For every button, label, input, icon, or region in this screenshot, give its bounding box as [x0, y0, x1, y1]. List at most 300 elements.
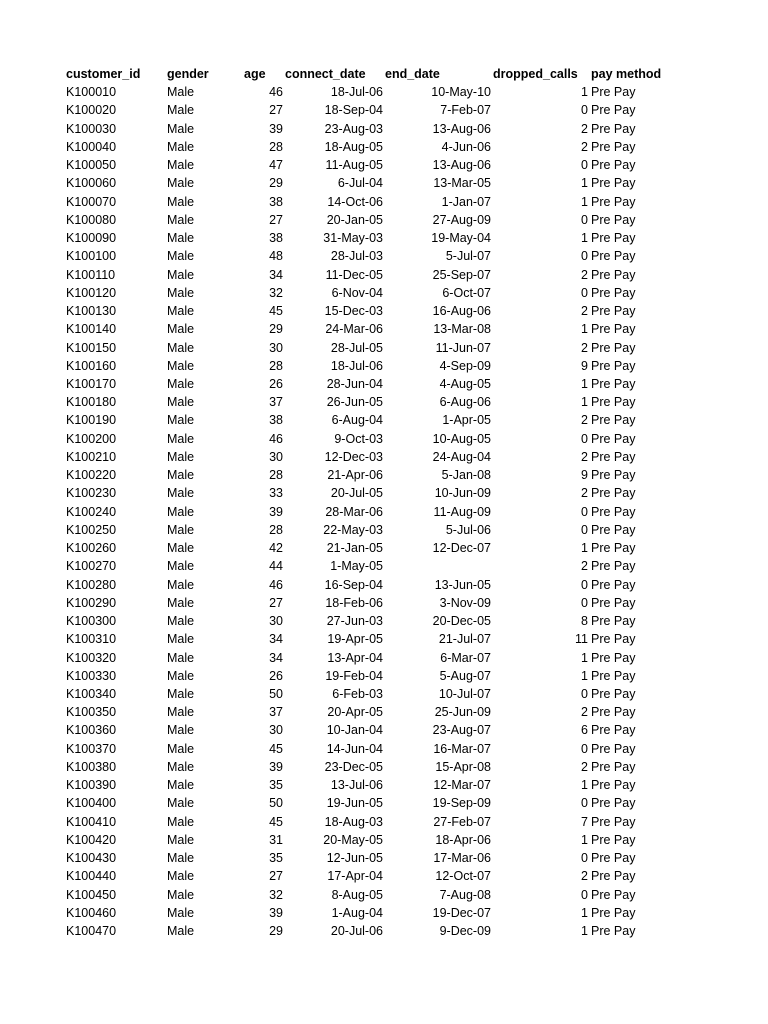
cell-end-date[interactable]: 3-Nov-09 [439, 595, 491, 610]
cell-end-date[interactable]: 15-Apr-08 [435, 759, 491, 774]
cell-pay-method[interactable]: Pre Pay [591, 468, 636, 483]
cell-gender[interactable]: Male [167, 541, 195, 556]
cell-pay-method[interactable]: Pre Pay [591, 632, 636, 647]
column-header-pay-method[interactable]: pay method [591, 67, 662, 81]
cell-connect-date[interactable]: 22-May-03 [323, 522, 383, 537]
cell-pay-method[interactable]: Pre Pay [591, 869, 636, 884]
cell-end-date[interactable]: 27-Feb-07 [433, 814, 491, 829]
cell-pay-method[interactable]: Pre Pay [591, 924, 636, 939]
cell-connect-date[interactable]: 1-Aug-04 [331, 905, 383, 920]
cell-customer-id[interactable]: K100170 [66, 376, 117, 391]
cell-gender[interactable]: Male [167, 832, 195, 847]
cell-dropped-calls[interactable]: 2 [581, 304, 588, 319]
cell-connect-date[interactable]: 18-Aug-05 [324, 139, 383, 154]
cell-pay-method[interactable]: Pre Pay [591, 595, 636, 610]
cell-gender[interactable]: Male [167, 723, 195, 738]
cell-connect-date[interactable]: 18-Jul-06 [330, 85, 383, 100]
cell-end-date[interactable]: 9-Dec-09 [439, 924, 491, 939]
cell-end-date[interactable]: 20-Dec-05 [432, 614, 491, 629]
cell-age[interactable]: 35 [269, 778, 283, 793]
cell-pay-method[interactable]: Pre Pay [591, 668, 636, 683]
cell-dropped-calls[interactable]: 1 [581, 778, 588, 793]
column-header-gender[interactable]: gender [167, 67, 209, 81]
cell-end-date[interactable]: 13-Mar-05 [433, 176, 491, 191]
cell-dropped-calls[interactable]: 6 [581, 723, 588, 738]
cell-customer-id[interactable]: K100360 [66, 723, 117, 738]
cell-connect-date[interactable]: 20-Jan-05 [326, 212, 383, 227]
cell-age[interactable]: 30 [269, 340, 283, 355]
cell-dropped-calls[interactable]: 11 [575, 632, 588, 647]
cell-connect-date[interactable]: 10-Jan-04 [326, 723, 383, 738]
cell-gender[interactable]: Male [167, 304, 195, 319]
cell-connect-date[interactable]: 6-Feb-03 [332, 686, 383, 701]
cell-age[interactable]: 38 [269, 413, 283, 428]
cell-end-date[interactable]: 13-Mar-08 [433, 322, 491, 337]
cell-dropped-calls[interactable]: 2 [581, 413, 588, 428]
cell-end-date[interactable]: 1-Jan-07 [441, 194, 491, 209]
cell-dropped-calls[interactable]: 0 [581, 431, 588, 446]
cell-customer-id[interactable]: K100440 [66, 869, 117, 884]
cell-age[interactable]: 26 [269, 376, 283, 391]
cell-customer-id[interactable]: K100070 [66, 194, 117, 209]
cell-connect-date[interactable]: 18-Aug-03 [324, 814, 383, 829]
cell-gender[interactable]: Male [167, 705, 195, 720]
cell-connect-date[interactable]: 18-Sep-04 [324, 103, 383, 118]
cell-customer-id[interactable]: K100330 [66, 668, 117, 683]
cell-pay-method[interactable]: Pre Pay [591, 267, 636, 282]
cell-end-date[interactable]: 4-Aug-05 [439, 376, 491, 391]
cell-connect-date[interactable]: 28-Jul-05 [330, 340, 383, 355]
cell-connect-date[interactable]: 20-Jul-05 [330, 486, 383, 501]
cell-age[interactable]: 46 [269, 431, 283, 446]
cell-gender[interactable]: Male [167, 340, 195, 355]
cell-connect-date[interactable]: 16-Sep-04 [324, 577, 383, 592]
cell-dropped-calls[interactable]: 0 [581, 522, 588, 537]
cell-pay-method[interactable]: Pre Pay [591, 158, 636, 173]
cell-customer-id[interactable]: K100210 [66, 449, 117, 464]
cell-dropped-calls[interactable]: 2 [581, 267, 588, 282]
cell-pay-method[interactable]: Pre Pay [591, 759, 636, 774]
cell-dropped-calls[interactable]: 0 [581, 595, 588, 610]
cell-pay-method[interactable]: Pre Pay [591, 176, 636, 191]
cell-age[interactable]: 29 [269, 176, 283, 191]
cell-age[interactable]: 42 [269, 541, 283, 556]
cell-gender[interactable]: Male [167, 139, 195, 154]
cell-pay-method[interactable]: Pre Pay [591, 249, 636, 264]
cell-end-date[interactable]: 7-Aug-08 [439, 887, 491, 902]
cell-dropped-calls[interactable]: 1 [581, 395, 588, 410]
cell-customer-id[interactable]: K100350 [66, 705, 117, 720]
cell-customer-id[interactable]: K100380 [66, 759, 117, 774]
cell-pay-method[interactable]: Pre Pay [591, 121, 636, 136]
cell-gender[interactable]: Male [167, 194, 195, 209]
cell-gender[interactable]: Male [167, 741, 195, 756]
cell-dropped-calls[interactable]: 0 [581, 686, 588, 701]
cell-end-date[interactable]: 16-Aug-06 [432, 304, 491, 319]
cell-end-date[interactable]: 6-Oct-07 [442, 285, 491, 300]
cell-pay-method[interactable]: Pre Pay [591, 212, 636, 227]
cell-pay-method[interactable]: Pre Pay [591, 395, 636, 410]
cell-gender[interactable]: Male [167, 212, 195, 227]
cell-age[interactable]: 39 [269, 504, 283, 519]
cell-end-date[interactable]: 13-Aug-06 [432, 158, 491, 173]
cell-pay-method[interactable]: Pre Pay [591, 559, 636, 574]
cell-gender[interactable]: Male [167, 686, 195, 701]
cell-age[interactable]: 46 [269, 85, 283, 100]
cell-customer-id[interactable]: K100100 [66, 249, 117, 264]
cell-customer-id[interactable]: K100340 [66, 686, 117, 701]
cell-end-date[interactable]: 6-Mar-07 [440, 650, 491, 665]
cell-age[interactable]: 29 [269, 322, 283, 337]
cell-age[interactable]: 28 [269, 468, 283, 483]
cell-age[interactable]: 45 [269, 741, 283, 756]
cell-end-date[interactable]: 10-Jun-09 [434, 486, 491, 501]
cell-end-date[interactable]: 24-Aug-04 [432, 449, 491, 464]
cell-customer-id[interactable]: K100310 [66, 632, 117, 647]
cell-end-date[interactable]: 13-Jun-05 [434, 577, 491, 592]
column-header-connect-date[interactable]: connect_date [285, 67, 366, 81]
cell-customer-id[interactable]: K100390 [66, 778, 117, 793]
cell-dropped-calls[interactable]: 1 [581, 176, 588, 191]
cell-connect-date[interactable]: 1-May-05 [330, 559, 383, 574]
cell-pay-method[interactable]: Pre Pay [591, 231, 636, 246]
cell-age[interactable]: 30 [269, 449, 283, 464]
cell-dropped-calls[interactable]: 1 [581, 541, 588, 556]
cell-connect-date[interactable]: 14-Jun-04 [326, 741, 383, 756]
cell-customer-id[interactable]: K100030 [66, 121, 117, 136]
cell-connect-date[interactable]: 6-Jul-04 [337, 176, 383, 191]
cell-age[interactable]: 32 [269, 887, 283, 902]
cell-gender[interactable]: Male [167, 176, 195, 191]
cell-age[interactable]: 27 [269, 103, 283, 118]
cell-connect-date[interactable]: 14-Oct-06 [327, 194, 383, 209]
cell-dropped-calls[interactable]: 1 [581, 231, 588, 246]
cell-customer-id[interactable]: K100410 [66, 814, 117, 829]
cell-connect-date[interactable]: 11-Aug-05 [325, 158, 383, 173]
cell-connect-date[interactable]: 26-Jun-05 [326, 395, 383, 410]
cell-pay-method[interactable]: Pre Pay [591, 851, 636, 866]
cell-connect-date[interactable]: 12-Dec-03 [324, 449, 383, 464]
cell-connect-date[interactable]: 12-Jun-05 [326, 851, 383, 866]
cell-age[interactable]: 39 [269, 905, 283, 920]
cell-pay-method[interactable]: Pre Pay [591, 194, 636, 209]
cell-end-date[interactable]: 27-Aug-09 [432, 212, 491, 227]
cell-gender[interactable]: Male [167, 376, 195, 391]
cell-pay-method[interactable]: Pre Pay [591, 85, 636, 100]
cell-customer-id[interactable]: K100060 [66, 176, 117, 191]
cell-dropped-calls[interactable]: 1 [581, 85, 588, 100]
cell-dropped-calls[interactable]: 2 [581, 121, 588, 136]
cell-end-date[interactable]: 25-Jun-09 [434, 705, 491, 720]
cell-dropped-calls[interactable]: 1 [581, 924, 588, 939]
cell-end-date[interactable]: 12-Dec-07 [432, 541, 491, 556]
cell-connect-date[interactable]: 18-Jul-06 [330, 358, 383, 373]
cell-pay-method[interactable]: Pre Pay [591, 905, 636, 920]
cell-pay-method[interactable]: Pre Pay [591, 778, 636, 793]
cell-connect-date[interactable]: 8-Aug-05 [331, 887, 383, 902]
cell-end-date[interactable]: 5-Aug-07 [439, 668, 491, 683]
cell-dropped-calls[interactable]: 2 [581, 759, 588, 774]
cell-gender[interactable]: Male [167, 632, 195, 647]
cell-connect-date[interactable]: 11-Dec-05 [325, 267, 383, 282]
cell-dropped-calls[interactable]: 0 [581, 577, 588, 592]
cell-end-date[interactable]: 4-Jun-06 [441, 139, 491, 154]
cell-customer-id[interactable]: K100160 [66, 358, 117, 373]
cell-end-date[interactable]: 5-Jan-08 [441, 468, 491, 483]
cell-gender[interactable]: Male [167, 249, 195, 264]
cell-age[interactable]: 38 [269, 231, 283, 246]
cell-customer-id[interactable]: K100190 [66, 413, 117, 428]
cell-end-date[interactable]: 6-Aug-06 [439, 395, 491, 410]
cell-pay-method[interactable]: Pre Pay [591, 139, 636, 154]
cell-age[interactable]: 34 [269, 267, 283, 282]
cell-connect-date[interactable]: 20-Apr-05 [327, 705, 383, 720]
cell-customer-id[interactable]: K100150 [66, 340, 117, 355]
cell-pay-method[interactable]: Pre Pay [591, 322, 636, 337]
cell-pay-method[interactable]: Pre Pay [591, 577, 636, 592]
cell-age[interactable]: 35 [269, 851, 283, 866]
cell-dropped-calls[interactable]: 0 [581, 285, 588, 300]
cell-gender[interactable]: Male [167, 814, 195, 829]
cell-gender[interactable]: Male [167, 468, 195, 483]
cell-age[interactable]: 28 [269, 139, 283, 154]
cell-end-date[interactable]: 5-Jul-06 [445, 522, 491, 537]
cell-customer-id[interactable]: K100120 [66, 285, 117, 300]
cell-pay-method[interactable]: Pre Pay [591, 358, 636, 373]
cell-end-date[interactable]: 10-Aug-05 [432, 431, 491, 446]
cell-gender[interactable]: Male [167, 559, 195, 574]
cell-customer-id[interactable]: K100240 [66, 504, 117, 519]
cell-end-date[interactable]: 25-Sep-07 [432, 267, 491, 282]
cell-dropped-calls[interactable]: 2 [581, 449, 588, 464]
cell-dropped-calls[interactable]: 7 [581, 814, 588, 829]
cell-age[interactable]: 31 [269, 832, 283, 847]
cell-customer-id[interactable]: K100420 [66, 832, 117, 847]
cell-age[interactable]: 37 [269, 705, 283, 720]
cell-pay-method[interactable]: Pre Pay [591, 285, 636, 300]
cell-gender[interactable]: Male [167, 322, 195, 337]
cell-connect-date[interactable]: 23-Dec-05 [324, 759, 383, 774]
cell-customer-id[interactable]: K100400 [66, 796, 117, 811]
cell-gender[interactable]: Male [167, 595, 195, 610]
cell-pay-method[interactable]: Pre Pay [591, 449, 636, 464]
cell-gender[interactable]: Male [167, 103, 195, 118]
cell-dropped-calls[interactable]: 9 [581, 468, 588, 483]
cell-age[interactable]: 30 [269, 614, 283, 629]
cell-gender[interactable]: Male [167, 924, 195, 939]
cell-gender[interactable]: Male [167, 267, 195, 282]
cell-gender[interactable]: Male [167, 668, 195, 683]
cell-customer-id[interactable]: K100470 [66, 924, 117, 939]
cell-connect-date[interactable]: 6-Aug-04 [331, 413, 383, 428]
cell-dropped-calls[interactable]: 0 [581, 249, 588, 264]
cell-age[interactable]: 30 [269, 723, 283, 738]
cell-customer-id[interactable]: K100230 [66, 486, 117, 501]
cell-customer-id[interactable]: K100370 [66, 741, 117, 756]
cell-gender[interactable]: Male [167, 449, 195, 464]
cell-connect-date[interactable]: 9-Oct-03 [334, 431, 383, 446]
cell-connect-date[interactable]: 23-Aug-03 [324, 121, 383, 136]
cell-end-date[interactable]: 11-Jun-07 [435, 340, 491, 355]
cell-end-date[interactable]: 17-Mar-06 [433, 851, 491, 866]
cell-gender[interactable]: Male [167, 85, 195, 100]
cell-dropped-calls[interactable]: 2 [581, 705, 588, 720]
cell-pay-method[interactable]: Pre Pay [591, 723, 636, 738]
cell-connect-date[interactable]: 21-Jan-05 [326, 541, 383, 556]
cell-dropped-calls[interactable]: 1 [581, 650, 588, 665]
cell-pay-method[interactable]: Pre Pay [591, 340, 636, 355]
cell-age[interactable]: 46 [269, 577, 283, 592]
cell-customer-id[interactable]: K100260 [66, 541, 117, 556]
cell-connect-date[interactable]: 20-May-05 [323, 832, 383, 847]
cell-dropped-calls[interactable]: 2 [581, 486, 588, 501]
cell-dropped-calls[interactable]: 0 [581, 103, 588, 118]
cell-end-date[interactable]: 19-Dec-07 [432, 905, 491, 920]
cell-age[interactable]: 38 [269, 194, 283, 209]
cell-customer-id[interactable]: K100140 [66, 322, 117, 337]
cell-end-date[interactable]: 1-Apr-05 [442, 413, 491, 428]
cell-customer-id[interactable]: K100300 [66, 614, 117, 629]
cell-connect-date[interactable]: 15-Dec-03 [324, 304, 383, 319]
cell-gender[interactable]: Male [167, 358, 195, 373]
cell-age[interactable]: 47 [269, 158, 283, 173]
cell-customer-id[interactable]: K100110 [66, 267, 116, 282]
cell-customer-id[interactable]: K100280 [66, 577, 117, 592]
cell-dropped-calls[interactable]: 0 [581, 741, 588, 756]
cell-end-date[interactable]: 4-Sep-09 [439, 358, 491, 373]
cell-dropped-calls[interactable]: 1 [581, 194, 588, 209]
cell-dropped-calls[interactable]: 0 [581, 887, 588, 902]
cell-gender[interactable]: Male [167, 121, 195, 136]
cell-pay-method[interactable]: Pre Pay [591, 103, 636, 118]
cell-dropped-calls[interactable]: 2 [581, 559, 588, 574]
cell-pay-method[interactable]: Pre Pay [591, 832, 636, 847]
cell-connect-date[interactable]: 28-Jun-04 [326, 376, 383, 391]
cell-customer-id[interactable]: K100220 [66, 468, 117, 483]
cell-pay-method[interactable]: Pre Pay [591, 376, 636, 391]
cell-pay-method[interactable]: Pre Pay [591, 413, 636, 428]
cell-gender[interactable]: Male [167, 285, 195, 300]
cell-customer-id[interactable]: K100450 [66, 887, 117, 902]
cell-age[interactable]: 27 [269, 212, 283, 227]
column-header-dropped-calls[interactable]: dropped_calls [493, 67, 578, 81]
cell-age[interactable]: 50 [269, 796, 283, 811]
cell-dropped-calls[interactable]: 1 [581, 832, 588, 847]
cell-age[interactable]: 50 [269, 686, 283, 701]
cell-age[interactable]: 39 [269, 759, 283, 774]
cell-age[interactable]: 39 [269, 121, 283, 136]
cell-dropped-calls[interactable]: 0 [581, 504, 588, 519]
cell-customer-id[interactable]: K100430 [66, 851, 117, 866]
cell-end-date[interactable]: 11-Aug-09 [433, 504, 491, 519]
cell-pay-method[interactable]: Pre Pay [591, 741, 636, 756]
cell-age[interactable]: 27 [269, 869, 283, 884]
cell-dropped-calls[interactable]: 1 [581, 376, 588, 391]
cell-customer-id[interactable]: K100460 [66, 905, 117, 920]
cell-pay-method[interactable]: Pre Pay [591, 614, 636, 629]
cell-connect-date[interactable]: 19-Apr-05 [327, 632, 383, 647]
column-header-end-date[interactable]: end_date [385, 67, 440, 81]
cell-dropped-calls[interactable]: 0 [581, 851, 588, 866]
cell-gender[interactable]: Male [167, 231, 195, 246]
cell-age[interactable]: 48 [269, 249, 283, 264]
cell-gender[interactable]: Male [167, 905, 195, 920]
cell-dropped-calls[interactable]: 1 [581, 905, 588, 920]
cell-end-date[interactable]: 7-Feb-07 [440, 103, 491, 118]
cell-end-date[interactable]: 5-Jul-07 [445, 249, 491, 264]
cell-gender[interactable]: Male [167, 869, 195, 884]
cell-age[interactable]: 33 [269, 486, 283, 501]
cell-pay-method[interactable]: Pre Pay [591, 686, 636, 701]
cell-connect-date[interactable]: 19-Jun-05 [326, 796, 383, 811]
cell-pay-method[interactable]: Pre Pay [591, 650, 636, 665]
cell-dropped-calls[interactable]: 2 [581, 869, 588, 884]
cell-customer-id[interactable]: K100040 [66, 139, 117, 154]
cell-customer-id[interactable]: K100270 [66, 559, 117, 574]
cell-connect-date[interactable]: 17-Apr-04 [327, 869, 383, 884]
cell-end-date[interactable]: 19-Sep-09 [432, 796, 491, 811]
cell-customer-id[interactable]: K100020 [66, 103, 117, 118]
cell-connect-date[interactable]: 20-Jul-06 [330, 924, 383, 939]
cell-dropped-calls[interactable]: 0 [581, 796, 588, 811]
cell-age[interactable]: 28 [269, 358, 283, 373]
cell-pay-method[interactable]: Pre Pay [591, 486, 636, 501]
cell-gender[interactable]: Male [167, 577, 195, 592]
column-header-age[interactable]: age [244, 67, 266, 81]
cell-pay-method[interactable]: Pre Pay [591, 431, 636, 446]
cell-customer-id[interactable]: K100250 [66, 522, 117, 537]
cell-gender[interactable]: Male [167, 650, 195, 665]
cell-gender[interactable]: Male [167, 413, 195, 428]
cell-gender[interactable]: Male [167, 796, 195, 811]
cell-gender[interactable]: Male [167, 395, 195, 410]
cell-customer-id[interactable]: K100090 [66, 231, 117, 246]
cell-connect-date[interactable]: 27-Jun-03 [326, 614, 383, 629]
cell-pay-method[interactable]: Pre Pay [591, 522, 636, 537]
cell-gender[interactable]: Male [167, 431, 195, 446]
cell-dropped-calls[interactable]: 1 [581, 668, 588, 683]
cell-dropped-calls[interactable]: 0 [581, 212, 588, 227]
cell-end-date[interactable]: 12-Mar-07 [433, 778, 491, 793]
cell-gender[interactable]: Male [167, 486, 195, 501]
cell-connect-date[interactable]: 6-Nov-04 [331, 285, 383, 300]
cell-connect-date[interactable]: 31-May-03 [323, 231, 383, 246]
cell-connect-date[interactable]: 13-Apr-04 [327, 650, 383, 665]
cell-age[interactable]: 45 [269, 304, 283, 319]
cell-customer-id[interactable]: K100010 [66, 85, 117, 100]
cell-connect-date[interactable]: 13-Jul-06 [330, 778, 383, 793]
cell-customer-id[interactable]: K100050 [66, 158, 117, 173]
cell-dropped-calls[interactable]: 2 [581, 340, 588, 355]
cell-age[interactable]: 37 [269, 395, 283, 410]
cell-connect-date[interactable]: 28-Jul-03 [330, 249, 383, 264]
cell-end-date[interactable]: 16-Mar-07 [433, 741, 491, 756]
cell-end-date[interactable]: 23-Aug-07 [432, 723, 491, 738]
cell-end-date[interactable]: 21-Jul-07 [438, 632, 491, 647]
cell-age[interactable]: 44 [269, 559, 283, 574]
cell-end-date[interactable]: 13-Aug-06 [432, 121, 491, 136]
cell-end-date[interactable]: 10-Jul-07 [438, 686, 491, 701]
cell-gender[interactable]: Male [167, 614, 195, 629]
cell-pay-method[interactable]: Pre Pay [591, 705, 636, 720]
cell-gender[interactable]: Male [167, 522, 195, 537]
cell-pay-method[interactable]: Pre Pay [591, 504, 636, 519]
cell-end-date[interactable]: 10-May-10 [431, 85, 491, 100]
cell-dropped-calls[interactable]: 9 [581, 358, 588, 373]
cell-age[interactable]: 34 [269, 632, 283, 647]
cell-age[interactable]: 32 [269, 285, 283, 300]
cell-end-date[interactable]: 12-Oct-07 [435, 869, 491, 884]
